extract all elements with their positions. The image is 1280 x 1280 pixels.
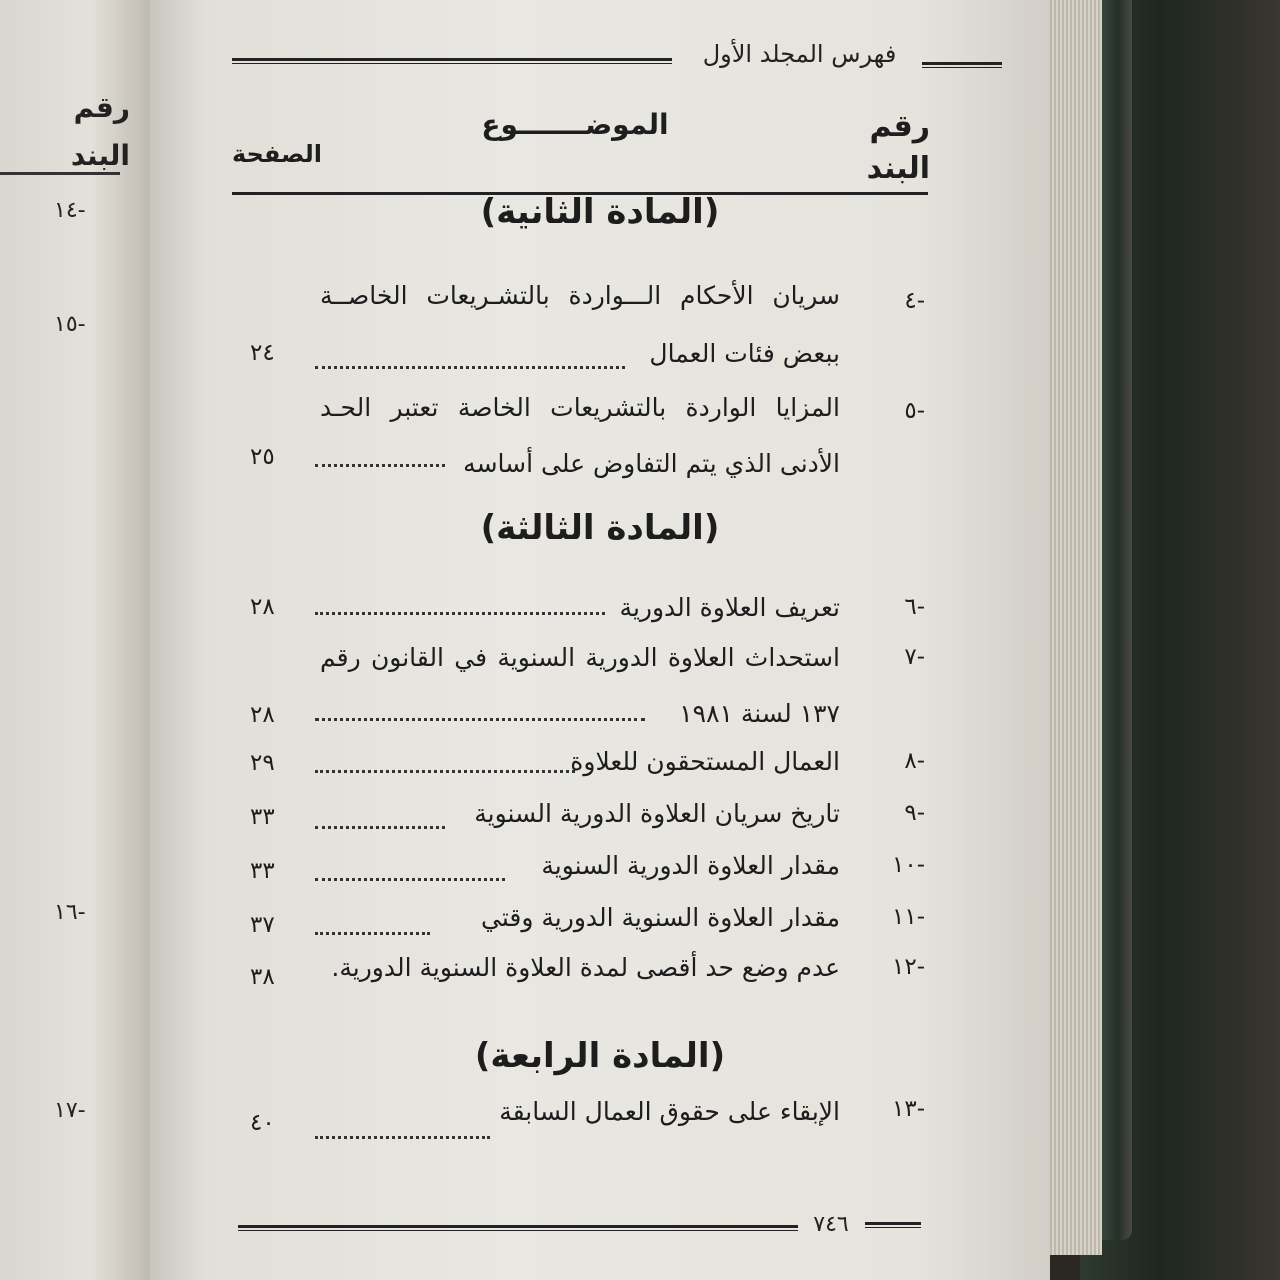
entry-title-line: مقدار العلاوة السنوية الدورية وقتي: [481, 903, 840, 932]
page-number: ٣٧: [250, 912, 275, 938]
item-number: ١٣-: [891, 1096, 925, 1122]
page-number: ٢٥: [250, 444, 275, 470]
title-rule-left: [232, 58, 672, 64]
facing-header-line2: البند: [70, 139, 130, 172]
page-title-bar: [232, 40, 922, 84]
page-number: ٢٨: [250, 594, 275, 620]
page-number: ٢٨: [250, 702, 275, 728]
item-number: ١٢-: [891, 954, 925, 980]
entry-title-line: سريان الأحكام الـــواردة بالتشـريعات الخاصــة: [320, 281, 840, 310]
dot-leader: [315, 718, 645, 721]
section-heading: (المادة الرابعة): [474, 1036, 726, 1076]
section-heading: (المادة الثالثة): [480, 508, 720, 548]
dot-leader: [315, 464, 445, 467]
item-number: ٩-: [904, 800, 925, 826]
dot-leader: [315, 1136, 490, 1139]
dot-leader: [315, 770, 575, 773]
facing-item-number: ١٤-: [54, 198, 86, 223]
item-number: ٦-: [904, 594, 925, 620]
item-number: ٤-: [904, 288, 925, 314]
item-number: ١١-: [891, 904, 925, 930]
footer-page-number: ٧٤٦: [813, 1212, 849, 1237]
dot-leader: [315, 366, 625, 369]
index-page: [150, 0, 1050, 1280]
entry-title-line: العمال المستحقون للعلاوة: [570, 747, 840, 776]
facing-item-number: ١٧-: [54, 1098, 86, 1123]
section-heading: (المادة الثانية): [480, 192, 720, 232]
entry-title-line: المزايا الواردة بالتشريعات الخاصة تعتبر الحـد: [320, 393, 840, 422]
facing-item-number: ١٦-: [54, 900, 86, 925]
dot-leader: [315, 932, 430, 935]
book-cover-edge: [1098, 0, 1132, 1240]
facing-header-rule: [0, 172, 120, 175]
item-number: ٨-: [904, 748, 925, 774]
footer-rule-right: [865, 1222, 921, 1228]
entry-title-line: تعريف العلاوة الدورية: [619, 593, 840, 622]
footer-rule-left: [238, 1225, 798, 1231]
entry-title-line: ببعض فئات العمال: [649, 339, 840, 368]
column-header-item-line2: البند: [866, 151, 930, 186]
entry-title-line: استحداث العلاوة الدورية السنوية في القانون رقم: [320, 643, 840, 672]
column-header-item-number: [840, 106, 930, 190]
dot-leader: [315, 878, 505, 881]
page-number: ٢٤: [250, 340, 275, 366]
entry-title-line: عدم وضع حد أقصى لمدة العلاوة السنوية الدورية.: [331, 953, 840, 982]
dot-leader: [315, 612, 605, 615]
entry-title-line: تاريخ سريان العلاوة الدورية السنوية: [474, 799, 840, 828]
page-number: ٤٠: [250, 1110, 275, 1136]
dot-leader: [315, 826, 445, 829]
page-title: فهرس المجلد الأول: [702, 40, 897, 68]
title-rule-right: [922, 62, 1002, 68]
page-number: ٣٣: [250, 804, 275, 830]
column-header-page: الصفحة: [232, 140, 323, 168]
facing-page: [0, 0, 150, 1280]
item-number: ٥-: [904, 398, 925, 424]
entry-title-line: الإبقاء على حقوق العمال السابقة: [499, 1097, 840, 1126]
page-number: ٣٨: [250, 964, 275, 990]
facing-header-line1: رقم: [73, 91, 130, 124]
entry-title-line: الأدنى الذي يتم التفاوض على أساسه: [463, 449, 840, 478]
entry-title-line: ١٣٧ لسنة ١٩٨١: [679, 699, 840, 728]
page-number: ٣٣: [250, 858, 275, 884]
entry-title-line: مقدار العلاوة الدورية السنوية: [541, 851, 840, 880]
item-number: ٧-: [904, 644, 925, 670]
item-number: ١٠-: [891, 852, 925, 878]
facing-item-number: ١٥-: [54, 312, 86, 337]
column-header-topic: الموضـــــــوع: [481, 108, 669, 141]
facing-page-header: [0, 84, 130, 180]
column-header-item-line1: رقم: [869, 109, 930, 144]
page-number: ٢٩: [250, 750, 275, 776]
